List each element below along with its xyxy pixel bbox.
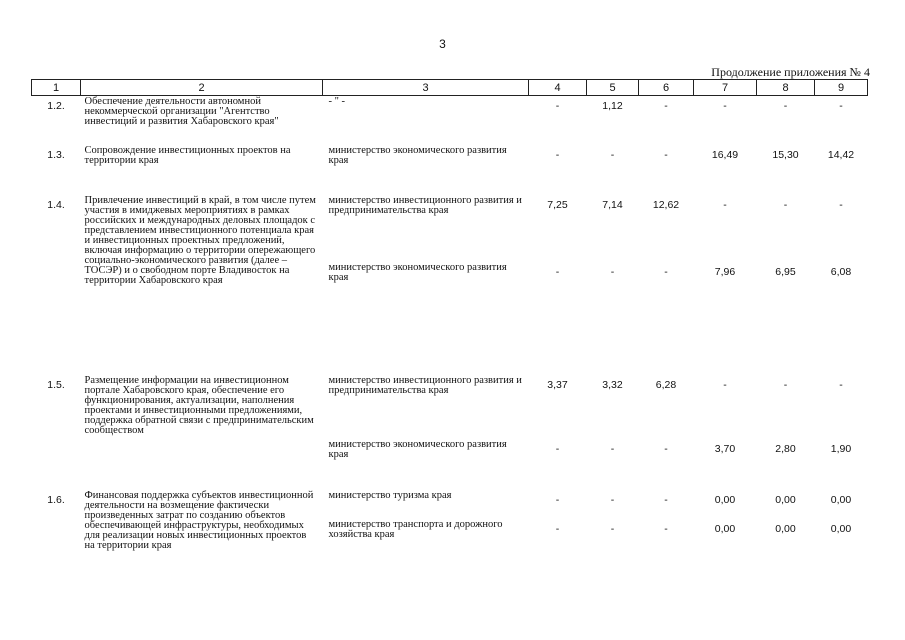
value-cell: -	[664, 100, 668, 112]
value-cell: -	[555, 493, 560, 506]
value-cell: 6,28	[655, 378, 677, 391]
value-cell: -	[783, 100, 788, 112]
value-cell: 0,00	[714, 522, 736, 535]
value-cell: 0,00	[714, 493, 736, 506]
value-cell: -	[723, 378, 727, 391]
row-number: 1.6.	[47, 493, 65, 506]
value-cell: 15,30	[772, 148, 799, 161]
value-cell: 3,32	[602, 378, 623, 391]
value-cell: -	[555, 100, 560, 112]
value-cell: 7,14	[602, 198, 623, 211]
value-cell: -	[723, 198, 727, 211]
value-cell: -	[610, 265, 615, 278]
value-cell: -	[664, 148, 668, 161]
value-cell: -	[610, 522, 615, 535]
value-cell: 0,00	[830, 493, 852, 506]
column-header: 7	[694, 80, 757, 96]
executor: министерство инвестиционного развития и предпринимательства края	[328, 194, 522, 216]
column-header: 5	[587, 80, 639, 96]
table-row	[32, 145, 868, 195]
executor: - " -	[328, 96, 346, 107]
value-cell: 1,90	[830, 442, 852, 455]
value-cell: -	[555, 148, 560, 161]
measure-text: Обеспечение деятельности автономной некоммерческой организации "Агентство инвестиций и развития Хабаровского края"	[84, 96, 279, 127]
measure-text: Финансовая поддержка субъектов инвестиционной деятельности на возмещение фактически произведенных затрат по созданию объектов обеспечивающей инфраструктуры, необходимых для реализации новых инвестиционных проектов на территории края	[84, 489, 314, 551]
table-row	[32, 195, 868, 262]
value-cell: -	[664, 442, 668, 455]
value-cell: 1,12	[602, 100, 623, 112]
value-cell: 6,95	[775, 265, 796, 278]
column-header: 8	[757, 80, 815, 96]
executor: министерство транспорта и дорожного хозяйства края	[328, 518, 503, 540]
program-table	[31, 79, 868, 579]
measure-text: Размещение информации на инвестиционном портале Хабаровского края, обеспечение его функционирования, актуализации, наполнения проектами и инвестиционными предложениями, поддержка обратной связи с предпринимательским сообществом	[84, 374, 314, 436]
value-cell: -	[839, 378, 843, 391]
value-cell: 7,96	[714, 265, 736, 278]
value-cell: -	[610, 493, 615, 506]
value-cell: 6,08	[830, 265, 852, 278]
executor: министерство экономического развития края	[328, 261, 507, 283]
executor: министерство экономического развития края	[328, 438, 507, 460]
column-header: 4	[529, 80, 587, 96]
value-cell: -	[610, 148, 615, 161]
value-cell: -	[610, 442, 615, 455]
value-cell: 0,00	[775, 493, 796, 506]
row-number: 1.5.	[47, 378, 65, 391]
value-cell: -	[555, 265, 560, 278]
row-number: 1.3.	[47, 148, 65, 161]
value-cell: 3,70	[714, 442, 736, 455]
measure-text: Сопровождение инвестиционных проектов на территории края	[84, 144, 291, 166]
value-cell: -	[839, 100, 843, 112]
value-cell: 16,49	[711, 148, 739, 161]
table-row	[32, 375, 868, 439]
column-header: 2	[81, 80, 323, 96]
value-cell: -	[664, 265, 668, 278]
measure-text: Привлечение инвестиций в край, в том числе путем участия в имиджевых мероприятиях в рамках российских и международных деловых площадок с представлением инвестиционного потенциала края и инвестиционных проектных предложений, включая информацию о территории опережающего социально-экономического развития (далее – ТОСЭР) и о свободном порте Владивосток на территории Хабаровского края	[84, 194, 316, 286]
row-number: 1.4.	[47, 198, 65, 211]
value-cell: 2,80	[775, 442, 796, 455]
value-cell: -	[555, 522, 560, 535]
value-cell: -	[723, 100, 727, 112]
executor: министерство инвестиционного развития и предпринимательства края	[328, 374, 522, 396]
value-cell: 7,25	[547, 198, 568, 211]
table-row	[32, 490, 868, 519]
column-header: 3	[323, 80, 529, 96]
value-cell: -	[783, 198, 788, 211]
value-cell: 14,42	[827, 148, 855, 161]
value-cell: -	[839, 198, 843, 211]
table-row	[32, 96, 868, 145]
column-header: 9	[815, 80, 868, 96]
value-cell: -	[664, 522, 668, 535]
executor: министерство экономического развития края	[328, 144, 507, 166]
continuation-note: Продолжение приложения № 4	[711, 65, 870, 79]
value-cell: 0,00	[830, 522, 852, 535]
column-header: 1	[32, 80, 81, 96]
column-header: 6	[639, 80, 694, 96]
value-cell: -	[783, 378, 788, 391]
value-cell: -	[555, 442, 560, 455]
page-number: 3	[439, 37, 446, 51]
header-row	[32, 80, 868, 96]
value-cell: 3,37	[547, 378, 568, 391]
value-cell: 12,62	[652, 198, 680, 211]
executor: министерство туризма края	[328, 489, 452, 501]
value-cell: -	[664, 493, 668, 506]
row-number: 1.2.	[47, 100, 65, 112]
value-cell: 0,00	[775, 522, 796, 535]
